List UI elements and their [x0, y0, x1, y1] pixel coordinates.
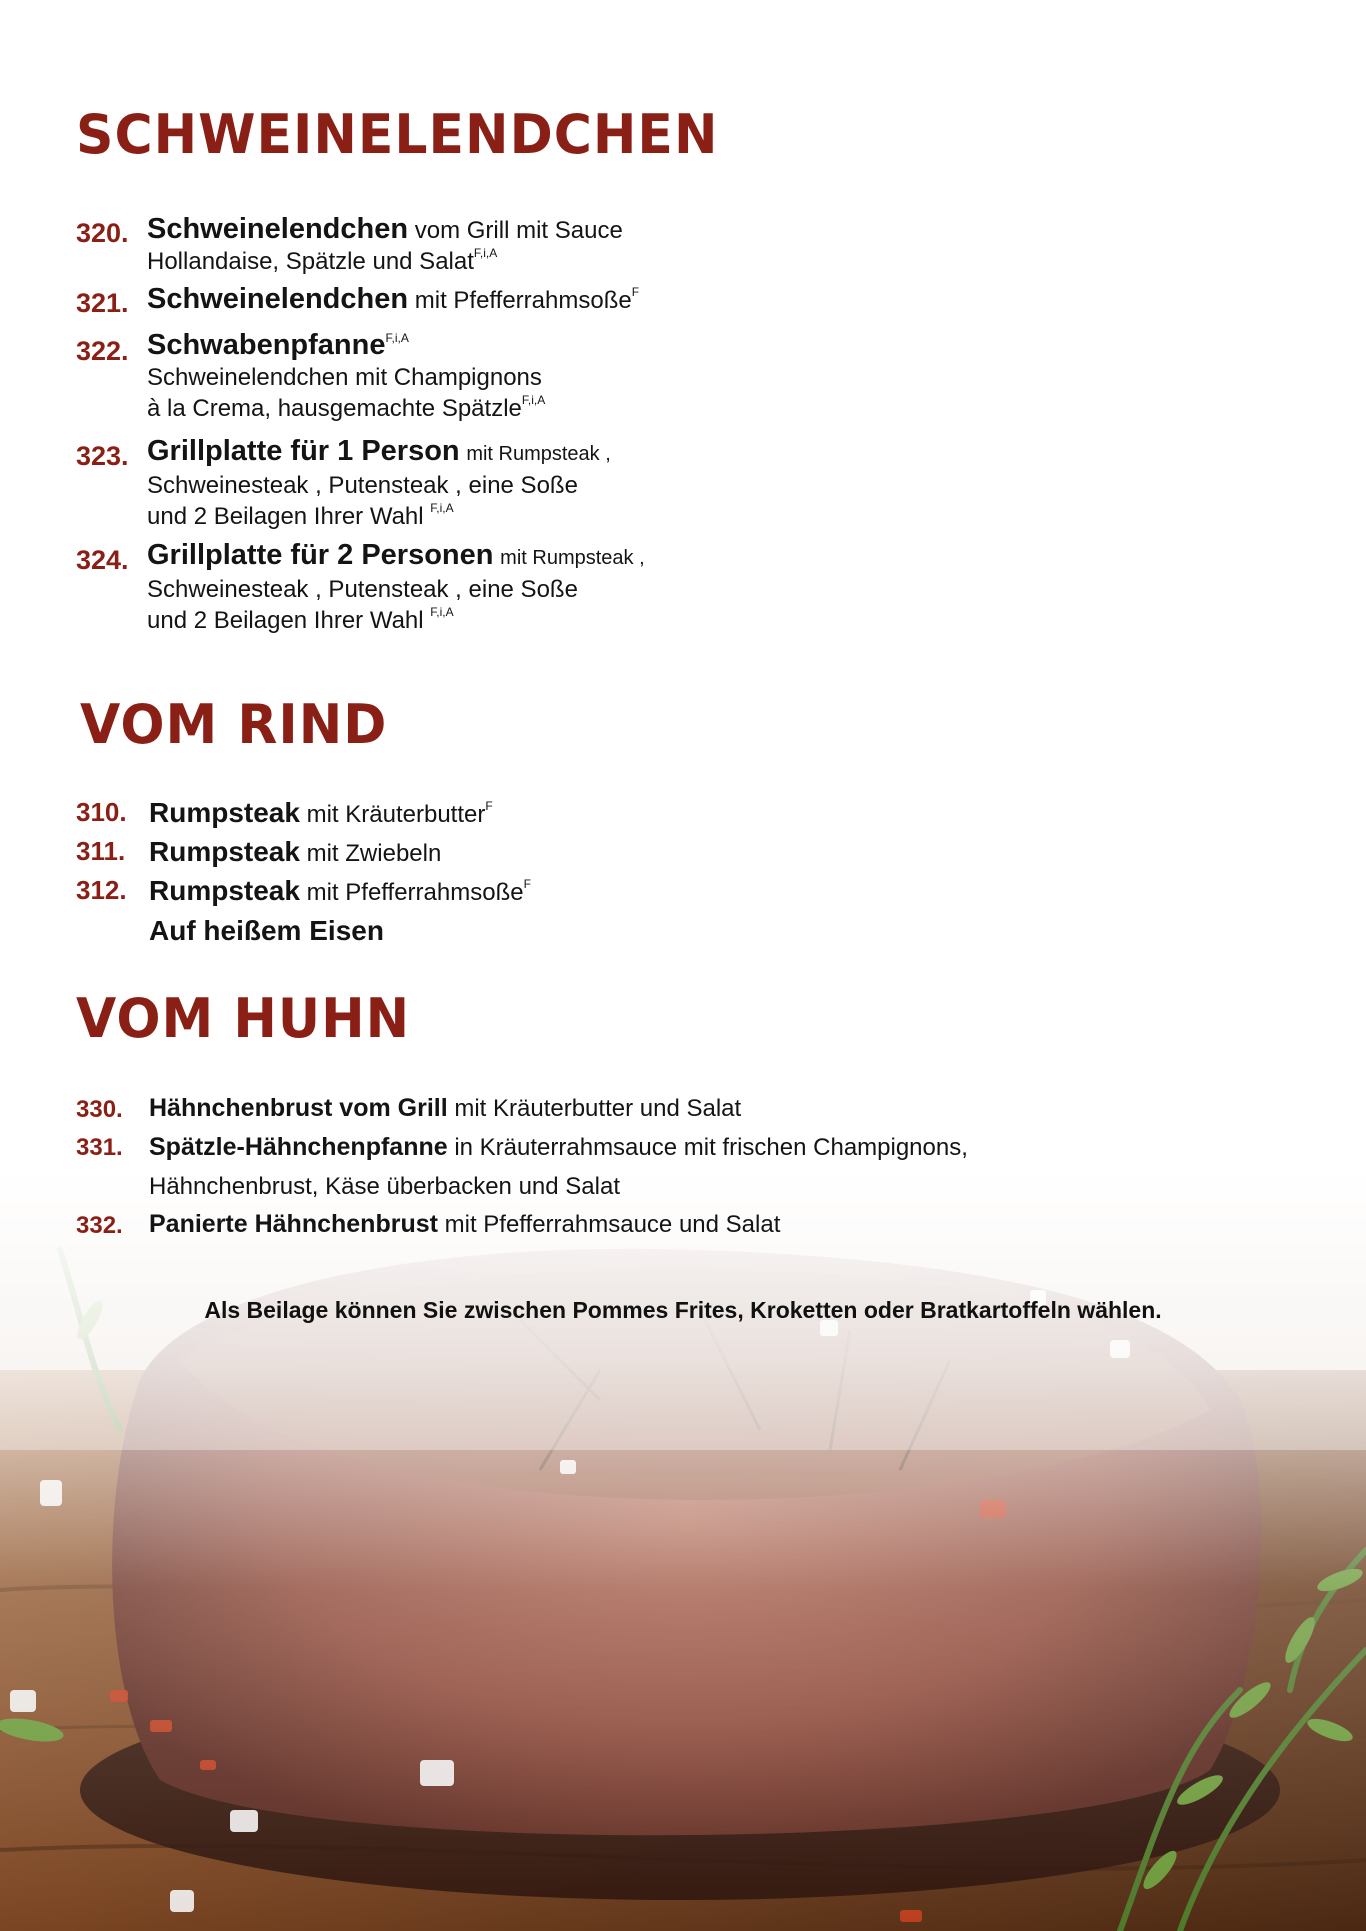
item-description: vom Grill mit Sauce [414, 217, 623, 244]
item-description: mit Pfefferrahmsauce und Salat [444, 1211, 781, 1238]
item-number: 320. [76, 218, 129, 248]
item-number: 331. [76, 1134, 123, 1161]
item-number: 324. [76, 545, 129, 575]
item-description: Schweinelendchen mit Champignons [147, 364, 542, 391]
item-description: und 2 Beilagen Ihrer Wahl [147, 607, 424, 634]
side-dish-note: Als Beilage können Sie zwischen Pommes Frites, Kroketten oder Bratkartoffeln wählen. [204, 1297, 1162, 1323]
item-description: mit Rumpsteak , [466, 443, 611, 465]
item-description: mit Rumpsteak , [500, 547, 645, 569]
item-description: in Kräuterrahmsauce mit frischen Champignons, [454, 1134, 968, 1161]
item-name: Rumpsteak [149, 797, 300, 828]
item-number: 312. [76, 875, 127, 905]
item-description: Hollandaise, Spätzle und Salat [147, 248, 474, 275]
allergen-codes: F,i,A [430, 605, 454, 619]
item-number: 332. [76, 1212, 123, 1239]
item-number: 323. [76, 441, 129, 471]
item-description: Hähnchenbrust, Käse überbacken und Salat [149, 1173, 620, 1200]
allergen-codes: F,i,A [473, 246, 498, 260]
item-name: Grillplatte für 1 Person [147, 435, 460, 467]
item-name: Rumpsteak [149, 836, 300, 867]
item-number: 310. [76, 797, 127, 827]
allergen-codes: F [631, 285, 640, 299]
item-name: Spätzle-Hähnchenpfanne [149, 1133, 448, 1161]
extra-label: Auf heißem Eisen [149, 915, 384, 946]
item-number: 330. [76, 1096, 123, 1123]
allergen-codes: F [485, 799, 493, 813]
item-number: 311. [76, 836, 126, 866]
allergen-codes: F,i,A [385, 331, 409, 345]
item-number: 322. [76, 336, 129, 366]
item-description: Schweinesteak , Putensteak , eine Soße [147, 472, 578, 499]
item-name: Rumpsteak [149, 875, 300, 906]
item-description: Schweinesteak , Putensteak , eine Soße [147, 576, 578, 603]
item-name: Hähnchenbrust vom Grill [149, 1094, 448, 1122]
item-description: und 2 Beilagen Ihrer Wahl [147, 503, 424, 530]
item-name: Schwabenpfanne [147, 329, 386, 361]
allergen-codes: F,i,A [521, 393, 546, 407]
allergen-codes: F [523, 877, 531, 891]
item-description: mit Kräuterbutter [306, 801, 486, 828]
steak-photo [0, 1170, 1366, 1931]
item-description: mit Pfefferrahmsoße [414, 287, 632, 314]
item-name: Schweinelendchen [147, 283, 409, 315]
item-description: mit Zwiebeln [306, 840, 442, 867]
item-description: mit Pfefferrahmsoße [306, 879, 524, 906]
section-title-schweinelendchen: SCHWEINELENDCHEN [76, 103, 719, 167]
item-description: mit Kräuterbutter und Salat [454, 1095, 742, 1122]
item-name: Schweinelendchen [147, 213, 409, 245]
item-name: Grillplatte für 2 Personen [147, 539, 494, 571]
section-title-vom-huhn: VOM HUHN [76, 987, 411, 1051]
item-name: Panierte Hähnchenbrust [149, 1210, 438, 1238]
item-description: à la Crema, hausgemachte Spätzle [147, 395, 522, 422]
allergen-codes: F,i,A [430, 501, 454, 515]
section-title-vom-rind: VOM RIND [80, 693, 388, 757]
item-number: 321. [76, 288, 129, 318]
